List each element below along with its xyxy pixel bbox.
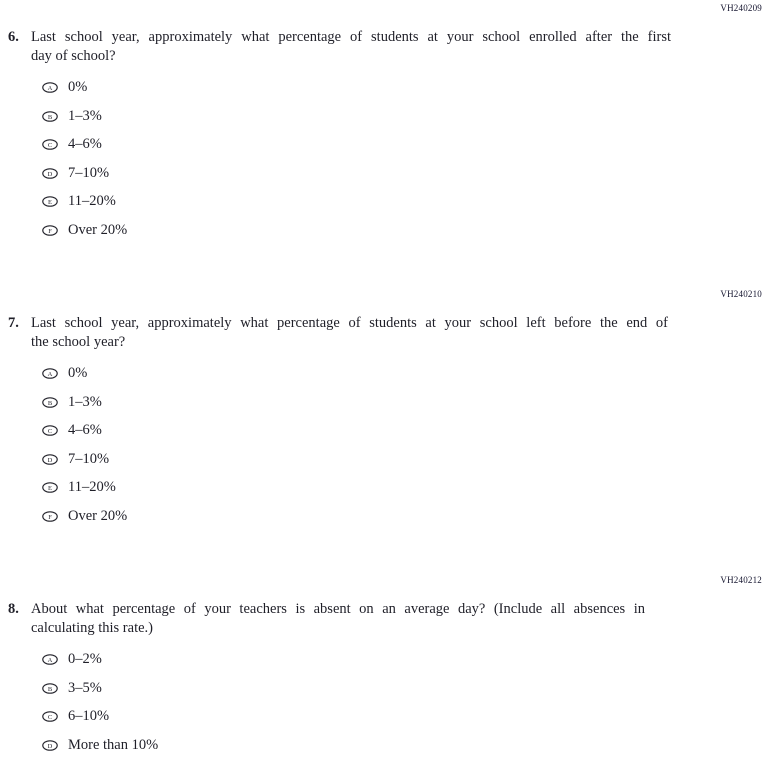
svg-text:A: A	[47, 370, 53, 378]
svg-text:A: A	[47, 656, 53, 664]
svg-text:B: B	[47, 685, 53, 693]
question-text-row	[0, 28, 769, 66]
svg-text:D: D	[47, 456, 53, 464]
answer-oval-icon[interactable]	[42, 683, 58, 694]
question-number: 6.	[8, 29, 19, 45]
answer-oval-icon[interactable]	[42, 82, 58, 93]
question-text-line: the school year?	[31, 334, 126, 350]
options-list	[42, 78, 769, 240]
option-label: 4–6%	[68, 136, 102, 152]
option-row[interactable]	[42, 478, 769, 497]
question-text	[31, 314, 668, 352]
option-row[interactable]	[42, 679, 769, 698]
answer-oval-icon[interactable]	[42, 397, 58, 408]
option-row[interactable]	[42, 450, 769, 469]
svg-text:E: E	[48, 198, 52, 206]
option-label: 7–10%	[68, 164, 110, 181]
option-label: 0–2%	[68, 651, 102, 667]
svg-text:B: B	[47, 113, 53, 121]
option-row[interactable]	[42, 135, 769, 154]
option-label: 3–5%	[68, 679, 102, 696]
item-code: VH240212	[720, 575, 762, 585]
option-label: 1–3%	[68, 107, 102, 124]
answer-oval-icon[interactable]	[42, 196, 58, 207]
option-row[interactable]	[42, 192, 769, 211]
question-text-line: Last school year, approximately what percentage of students at your school enrolled after the first	[31, 29, 671, 45]
svg-text:F: F	[48, 227, 52, 235]
option-row[interactable]	[42, 507, 769, 526]
option-row[interactable]	[42, 78, 769, 97]
option-label: 4–6%	[68, 422, 102, 438]
item-code: VH240210	[720, 289, 762, 299]
svg-text:F: F	[48, 513, 52, 521]
option-label: Over 20%	[68, 221, 128, 238]
answer-oval-icon[interactable]	[42, 168, 58, 179]
svg-text:A: A	[47, 84, 53, 92]
option-row[interactable]	[42, 736, 769, 755]
question-block-6	[0, 4, 769, 249]
answer-oval-icon[interactable]	[42, 482, 58, 493]
answer-oval-icon[interactable]	[42, 425, 58, 436]
question-text-row	[0, 600, 769, 638]
question-text-line: Last school year, approximately what percentage of students at your school left before the end of	[31, 315, 668, 331]
question-block-8	[0, 576, 769, 761]
option-row[interactable]	[42, 107, 769, 126]
option-label: 7–10%	[68, 450, 110, 467]
question-text-row	[0, 314, 769, 352]
option-label: More than 10%	[68, 736, 159, 753]
question-text	[31, 28, 671, 66]
option-label: 0%	[68, 365, 88, 381]
svg-text:C: C	[47, 427, 53, 435]
question-text	[31, 600, 645, 638]
answer-oval-icon[interactable]	[42, 740, 58, 751]
option-row[interactable]	[42, 364, 769, 383]
options-list	[42, 364, 769, 526]
answer-oval-icon[interactable]	[42, 111, 58, 122]
answer-oval-icon[interactable]	[42, 225, 58, 236]
svg-text:C: C	[47, 713, 53, 721]
answer-oval-icon[interactable]	[42, 711, 58, 722]
option-row[interactable]	[42, 650, 769, 669]
svg-text:C: C	[47, 141, 53, 149]
svg-text:D: D	[47, 742, 53, 750]
question-text-line: About what percentage of your teachers is absent on an average day? (Include all absences in	[31, 601, 645, 617]
option-label: 11–20%	[68, 193, 116, 209]
option-label: 6–10%	[68, 708, 110, 724]
option-label: 11–20%	[68, 479, 116, 495]
question-text-line: calculating this rate.)	[31, 620, 153, 636]
answer-oval-icon[interactable]	[42, 139, 58, 150]
option-label: Over 20%	[68, 507, 128, 524]
option-row[interactable]	[42, 221, 769, 240]
option-row[interactable]	[42, 393, 769, 412]
svg-text:E: E	[48, 484, 52, 492]
options-list	[42, 650, 769, 755]
option-row[interactable]	[42, 164, 769, 183]
question-number: 8.	[8, 601, 19, 617]
answer-oval-icon[interactable]	[42, 654, 58, 665]
svg-text:D: D	[47, 170, 53, 178]
question-text-line: day of school?	[31, 48, 116, 64]
option-row[interactable]	[42, 707, 769, 726]
answer-oval-icon[interactable]	[42, 511, 58, 522]
option-label: 0%	[68, 79, 88, 95]
item-code: VH240209	[720, 3, 762, 13]
answer-oval-icon[interactable]	[42, 368, 58, 379]
svg-text:B: B	[47, 399, 53, 407]
option-row[interactable]	[42, 421, 769, 440]
question-number: 7.	[8, 315, 19, 331]
question-block-7	[0, 290, 769, 535]
option-label: 1–3%	[68, 393, 102, 410]
answer-oval-icon[interactable]	[42, 454, 58, 465]
